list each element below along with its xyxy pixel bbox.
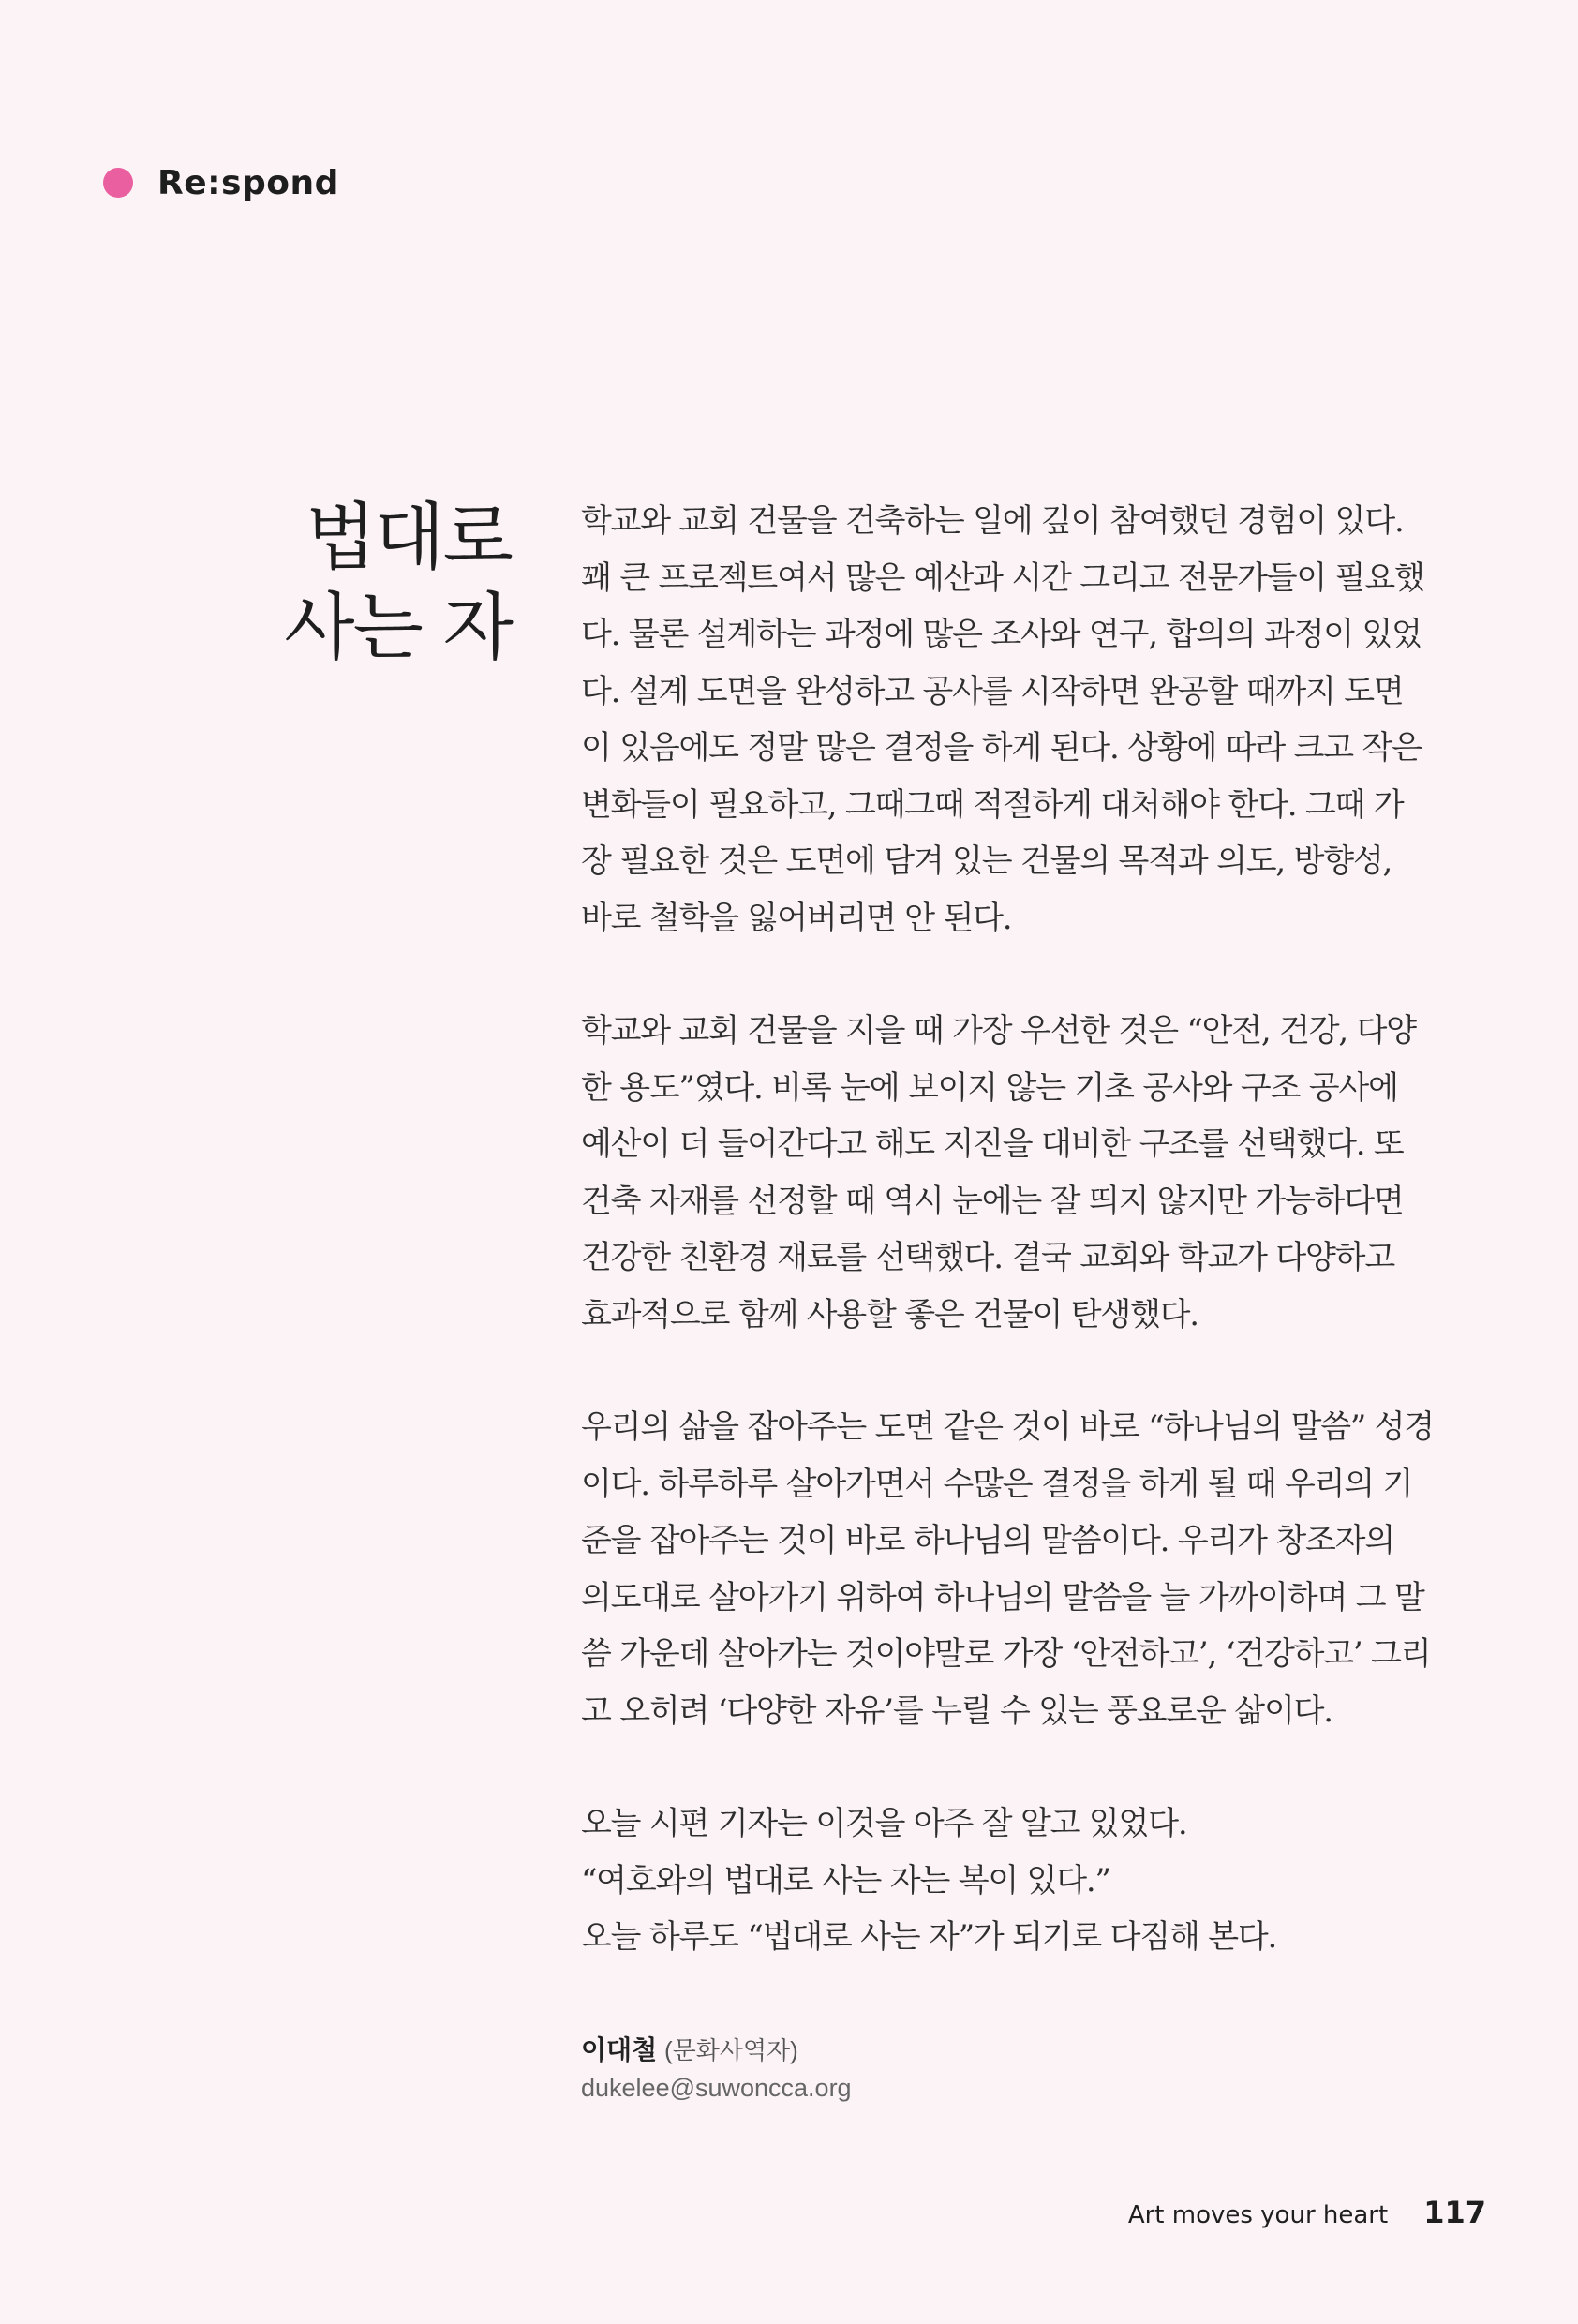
author-name: 이대철: [581, 2035, 658, 2064]
text-line: 예산이 더 들어간다고 해도 지진을 대비한 구조를 선택했다. 또: [581, 1125, 1404, 1163]
text-line: 오늘 시편 기자는 이것을 아주 잘 알고 있었다.: [581, 1805, 1187, 1842]
text-line: 이 있음에도 정말 많은 결정을 하게 된다. 상황에 따라 크고 작은: [581, 729, 1422, 767]
text-line: 건강한 친환경 재료를 선택했다. 결국 교회와 학교가 다양하고: [581, 1239, 1394, 1276]
text-line: 의도대로 살아가기 위하여 하나님의 말씀을 늘 가까이하며 그 말: [581, 1578, 1424, 1616]
paragraph-2: [581, 1003, 1466, 1343]
text-line: “여호와의 법대로 사는 자는 복이 있다.”: [581, 1861, 1110, 1899]
article-title-line: 법대로: [305, 496, 512, 580]
paragraph-3: [581, 1399, 1466, 1739]
article-title-line: 사는 자: [284, 586, 512, 670]
text-line: 오늘 하루도 “법대로 사는 자”가 되기로 다짐해 본다.: [581, 1918, 1277, 1956]
paragraph-1: [581, 493, 1466, 946]
text-line: 다. 설계 도면을 완성하고 공사를 시작하면 완공할 때까지 도면: [581, 672, 1404, 710]
section-header: [103, 159, 339, 206]
text-line: 한 용도”였다. 비록 눈에 보이지 않는 기초 공사와 구조 공사에: [581, 1068, 1398, 1107]
text-line: 학교와 교회 건물을 건축하는 일에 깊이 참여했던 경험이 있다.: [581, 502, 1404, 540]
section-label: Re:spond: [157, 163, 339, 202]
footer-tagline: Art moves your heart: [1127, 2201, 1389, 2229]
text-line: 변화들이 필요하고, 그때그때 적절하게 대처해야 한다. 그때 가: [581, 785, 1404, 824]
article-body: [581, 493, 1466, 2022]
text-line: 바로 철학을 잃어버리면 안 된다.: [581, 899, 1012, 937]
article-title: [284, 493, 512, 673]
text-line: 다. 물론 설계하는 과정에 많은 조사와 연구, 합의의 과정이 있었: [581, 616, 1422, 653]
author-byline: [581, 2032, 852, 2107]
text-line: 꽤 큰 프로젝트여서 많은 예산과 시간 그리고 전문가들이 필요했: [581, 559, 1424, 597]
text-line: 고 오히려 ‘다양한 자유’를 누릴 수 있는 풍요로운 삶이다.: [581, 1691, 1332, 1730]
text-line: 학교와 교회 건물을 지을 때 가장 우선한 것은 “안전, 건강, 다양: [581, 1012, 1416, 1050]
page-footer: [1128, 2195, 1486, 2230]
author-email: dukelee@suwoncca.org: [581, 2074, 852, 2102]
text-line: 효과적으로 함께 사용할 좋은 건물이 탄생했다.: [581, 1295, 1198, 1333]
text-line: 이다. 하루하루 살아가면서 수많은 결정을 하게 될 때 우리의 기: [581, 1465, 1413, 1503]
page-number: 117: [1423, 2195, 1486, 2230]
paragraph-4: [581, 1795, 1466, 1966]
author-row: [581, 2032, 852, 2069]
text-line: 건축 자재를 선정할 때 역시 눈에는 잘 띄지 않지만 가능하다면: [581, 1182, 1404, 1220]
text-line: 장 필요한 것은 도면에 담겨 있는 건물의 목적과 의도, 방향성,: [581, 842, 1392, 880]
text-line: 우리의 삶을 잡아주는 도면 같은 것이 바로 “하나님의 말씀” 성경: [581, 1408, 1434, 1446]
section-bullet-dot: [103, 168, 133, 198]
text-line: 준을 잡아주는 것이 바로 하나님의 말씀이다. 우리가 창조자의: [581, 1522, 1394, 1559]
text-line: 씀 가운데 살아가는 것이야말로 가장 ‘안전하고’, ‘건강하고’ 그리: [581, 1635, 1431, 1673]
author-role: (문화사역자): [663, 2036, 798, 2064]
